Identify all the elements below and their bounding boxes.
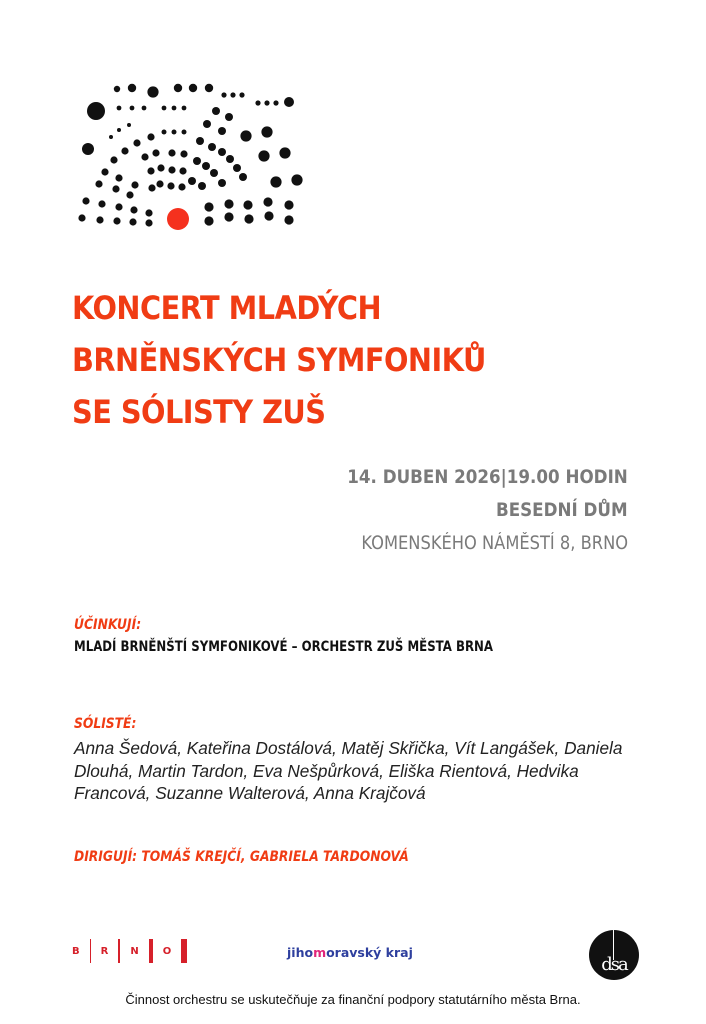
logo-dot: [98, 200, 105, 207]
logo-dot: [130, 106, 135, 111]
logo-dot: [141, 153, 148, 160]
logo-dot: [142, 106, 147, 111]
logo-dot: [179, 167, 186, 174]
dsa-logo: [589, 930, 639, 980]
logo-accent-dot: [167, 208, 189, 230]
logo-dot: [230, 92, 235, 97]
logo-dot: [239, 92, 244, 97]
logo-dot: [114, 86, 120, 92]
logo-dot: [264, 211, 273, 220]
logo-dot: [128, 84, 136, 92]
brno-logo: [72, 938, 197, 964]
logo-dot: [182, 106, 187, 111]
logo-dot: [189, 84, 197, 92]
jmk-suffix: oravský kraj: [326, 945, 413, 960]
logo-dot: [121, 147, 128, 154]
performers-label: ÚČINKUJÍ:: [74, 617, 142, 633]
logo-dot: [162, 106, 167, 111]
logo-dot: [202, 162, 210, 170]
logo-dot: [233, 164, 241, 172]
logo-dot: [131, 181, 138, 188]
logo-dot: [204, 216, 213, 225]
logo-dot: [101, 168, 108, 175]
logo-dot: [115, 174, 122, 181]
logo-dot: [87, 102, 105, 120]
logo-dot: [96, 216, 103, 223]
logo-dot: [78, 214, 85, 221]
logo-dot: [113, 217, 120, 224]
logo-dot: [82, 197, 89, 204]
logo-dot: [95, 180, 102, 187]
soloists-text: Anna Šedová, Kateřina Dostálová, Matěj Skřička, Vít Langášek, Daniela Dlouhá, Martin Tardon, Eva Nešpůrková, Eliška Rientová, Hedvika Francová, Suzanne Walterová, Anna Krajčová: [74, 738, 623, 803]
logo-dot: [148, 184, 155, 191]
logo-dot: [117, 128, 121, 132]
logo-dot: [240, 130, 251, 141]
logo-dot: [109, 135, 113, 139]
logo-dot: [172, 106, 177, 111]
brno-bar-1: [90, 939, 91, 963]
logo-dot: [152, 149, 159, 156]
logo-dot: [284, 200, 293, 209]
logo-dot: [193, 157, 201, 165]
logo-dot: [156, 180, 163, 187]
logo-dot: [117, 106, 122, 111]
logo-dot: [167, 182, 174, 189]
logo-dot: [243, 200, 252, 209]
logo-dot: [198, 182, 206, 190]
funding-footer: Činnost orchestru se uskutečňuje za finanční podpory statutárního města Brna.: [125, 992, 581, 1007]
brno-bar-3: [149, 939, 153, 963]
logo-dot: [221, 92, 226, 97]
logo-dot: [255, 100, 260, 105]
logo-dot: [182, 130, 187, 135]
logo-dot: [284, 215, 293, 224]
logo-dot: [145, 209, 152, 216]
brno-letter-n: N: [130, 945, 139, 957]
logo-dot: [174, 84, 182, 92]
logo-dot: [203, 120, 211, 128]
soloists-label: SÓLISTÉ:: [74, 716, 137, 732]
event-address: KOMENSKÉHO NÁMĚSTÍ 8, BRNO: [361, 533, 628, 554]
logo-dot: [270, 176, 281, 187]
logo-dot: [263, 197, 272, 206]
logo-dot: [226, 155, 234, 163]
logo-dot: [210, 169, 218, 177]
logo-dot: [212, 107, 220, 115]
logo-dot: [224, 199, 233, 208]
logo-dot: [130, 206, 137, 213]
brno-bar-2: [118, 939, 120, 963]
jmk-highlight: m: [313, 945, 327, 960]
logo-dot: [180, 150, 187, 157]
title-line-2: BRNĚNSKÝCH SYMFONIKŮ: [72, 341, 486, 379]
logo-dot: [225, 113, 233, 121]
logo-dot: [126, 191, 133, 198]
jmk-prefix: jiho: [287, 945, 314, 960]
logo-dot: [218, 148, 226, 156]
event-venue: BESEDNÍ DŮM: [496, 499, 628, 521]
logo-dot: [291, 174, 302, 185]
logo-dot: [239, 173, 247, 181]
jihomoravsky-kraj-logo: [287, 945, 413, 960]
logo-dot: [188, 177, 196, 185]
logo-dot: [264, 100, 269, 105]
logo-dot: [127, 123, 131, 127]
conductors-text: DIRIGUJÍ: TOMÁŠ KREJČÍ, GABRIELA TARDONOVÁ: [74, 849, 409, 865]
logo-dot: [261, 126, 272, 137]
logo-dot: [258, 150, 269, 161]
logo-dot: [112, 185, 119, 192]
logo-dot: [157, 164, 164, 171]
logo-dot: [168, 149, 175, 156]
logo-dot: [115, 203, 122, 210]
logo-dot: [205, 84, 213, 92]
logo-dot: [273, 100, 278, 105]
concert-title: [72, 282, 486, 438]
logo-dot: [82, 143, 94, 155]
logo-dot: [145, 219, 152, 226]
brno-letter-r: R: [100, 945, 109, 957]
brno-letter-o: O: [162, 945, 172, 957]
event-date-time: 14. DUBEN 2026|19.00 HODIN: [347, 466, 628, 488]
logo-dot: [204, 202, 213, 211]
logo-dot: [110, 156, 117, 163]
logo-dot: [224, 212, 233, 221]
logo-dot: [279, 147, 290, 158]
logo-dot: [129, 218, 136, 225]
performers-text: MLADÍ BRNĚNŠTÍ SYMFONIKOVÉ – ORCHESTR ZUŠ MĚSTA BRNA: [74, 639, 493, 655]
logo-dot: [178, 183, 185, 190]
logo-dot: [284, 97, 294, 107]
logo-dot: [218, 127, 226, 135]
logo-dot: [133, 139, 140, 146]
brno-bar-4: [181, 939, 187, 963]
orchestra-dot-logo: [0, 0, 706, 260]
logo-dot: [208, 143, 216, 151]
logo-dot: [147, 86, 158, 97]
logo-dot: [168, 166, 175, 173]
logo-dot: [162, 130, 167, 135]
logo-dot: [218, 179, 226, 187]
logo-dot: [244, 214, 253, 223]
brno-letter-b: B: [72, 945, 80, 957]
title-line-3: SE SÓLISTY ZUŠ: [72, 393, 326, 431]
logo-dot: [147, 167, 154, 174]
logo-dot: [172, 130, 177, 135]
logo-dot: [196, 137, 204, 145]
logo-dot: [147, 133, 154, 140]
dsa-logo-text: dsa: [601, 954, 627, 975]
title-line-1: KONCERT MLADÝCH: [72, 289, 382, 327]
